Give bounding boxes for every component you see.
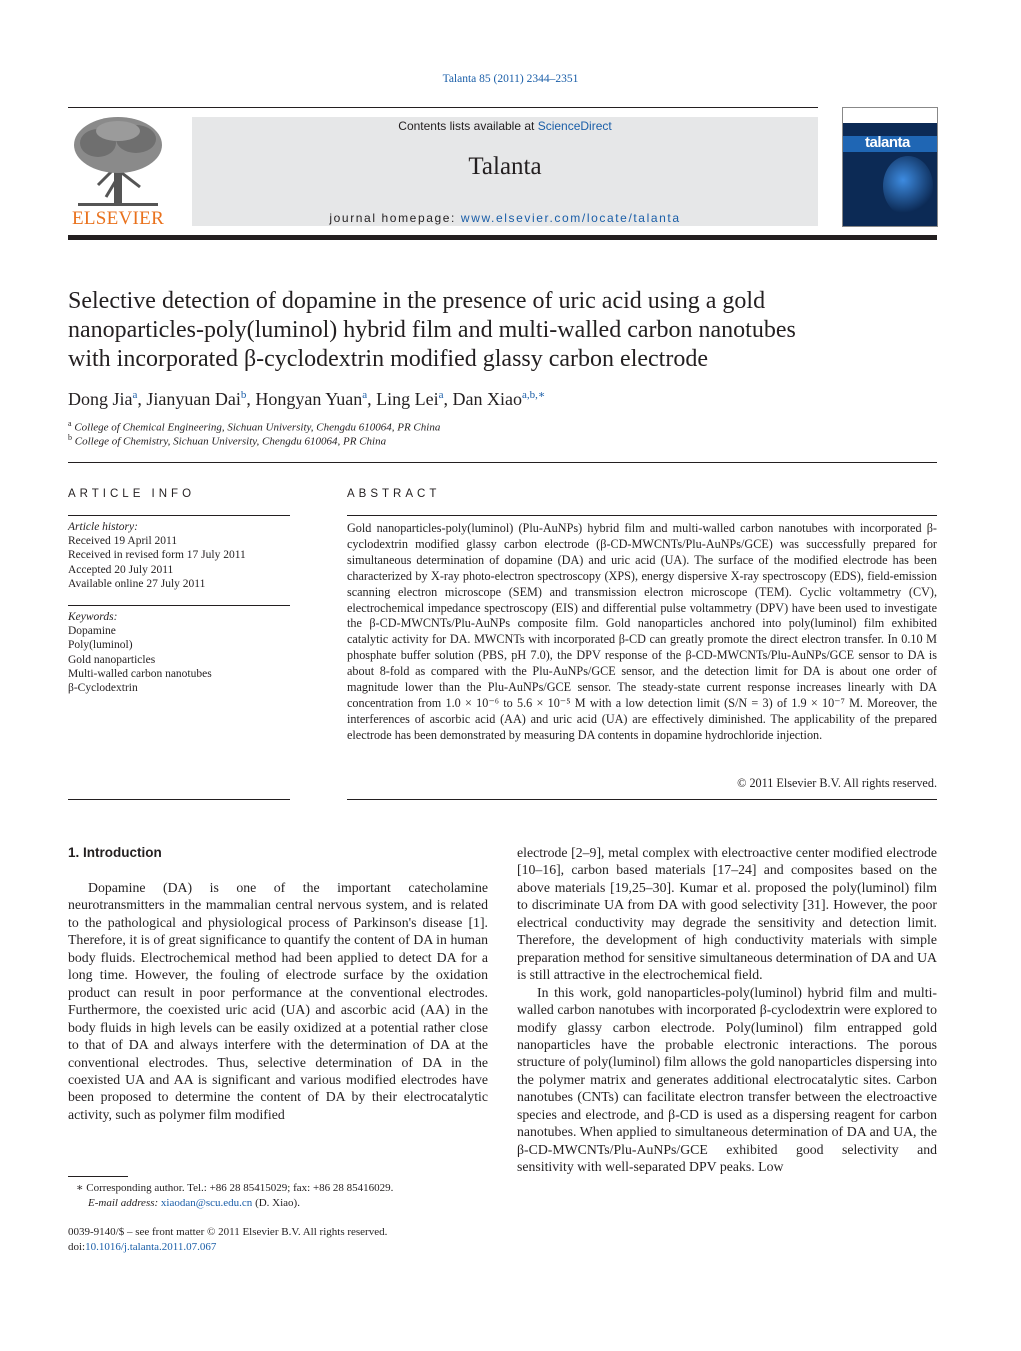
doi-line xyxy=(68,1240,488,1255)
article-info-heading: ARTICLE INFO xyxy=(68,488,196,500)
author-affiliation-mark[interactable]: a xyxy=(438,389,444,401)
author-affiliation-mark[interactable]: a xyxy=(132,389,138,401)
body-paragraph: Dopamine (DA) is one of the important catecholamine neurotransmitters in the mammalian central nervous system, and is related to the pathological and physiological process of Parkinson's disease [1]. Therefore, it is of great significance to quantify the content of DA in human body fluids. Electrochemical method had been applied to detect DA for a long time. However, the fouling of electrode surface by the oxidation product can result in poor performance at the conventional electrodes. Furthermore, the coexisted uric acid (UA) and ascorbic acid (AA) in the body fluids in high levels can be easily oxidized at a potential rather close to that of DA and always interfere with the determination of DA at the conventional electrodes. Thus, selective determination of DA in the coexisted UA and AA is significant and various modified electrodes have been proposed to determine the content of DA by their electrocatalytic activity, such as polymer film modified xyxy=(68,880,488,1122)
body-paragraph: In this work, gold nanoparticles-poly(luminol) hybrid film and multi-walled carbon nanotubes with incorporated β-cyclodextrin were explored to modify glassy carbon electrode. Poly(luminol) film entrapped gold nanoparticles have the probable electronic interactions. The porous structure of poly(luminol) film allows the gold nanoparticles dispersing into the polymer matrix and generates additional electrocatalytic sites. Carbon nanotubes (CNTs) can facilitate electron transfer between the electroactive species and electrode, and β-CD is used as a dispersing reagent for carbon nanotubes. When applied to simultaneous determination of DA and UA, the β-CD-MWCNTs/Plu-AuNPs/GCE exhibited good selectivity and sensitivity with well-separated DPV peaks. Low xyxy=(517,984,937,1175)
article-title xyxy=(68,287,948,374)
author-affiliation-mark[interactable]: a xyxy=(362,389,368,401)
homepage-prefix: journal homepage: xyxy=(329,211,461,225)
elsevier-wordmark: ELSEVIER xyxy=(71,208,165,229)
homepage-line xyxy=(192,211,818,225)
cover-title: talanta xyxy=(865,134,910,151)
email-line xyxy=(68,1196,488,1211)
homepage-link[interactable]: www.elsevier.com/locate/talanta xyxy=(460,211,681,225)
cover-artwork xyxy=(883,156,933,216)
footnote-rule xyxy=(68,1176,128,1177)
divider xyxy=(68,605,290,606)
contents-prefix: Contents lists available at xyxy=(398,119,538,133)
keyword: Multi-walled carbon nanotubes xyxy=(68,667,212,680)
affiliation xyxy=(68,419,668,434)
keyword: Gold nanoparticles xyxy=(68,653,156,666)
title-line: Selective detection of dopamine in the presence of uric acid using a gold xyxy=(68,288,766,314)
title-line: with incorporated β-cyclodextrin modified glassy carbon electrode xyxy=(68,346,708,372)
corresponding-line: ∗ Corresponding author. Tel.: +86 28 85415029; fax: +86 28 85416029. xyxy=(76,1182,394,1194)
affiliation xyxy=(68,433,668,448)
author-name: Dan Xiao xyxy=(452,389,522,409)
history-entry: Received 19 April 2011 xyxy=(68,535,178,548)
journal-name: Talanta xyxy=(468,153,542,180)
header-thick-rule xyxy=(68,235,937,240)
keyword: Dopamine xyxy=(68,625,116,638)
divider xyxy=(347,515,937,516)
affiliation-mark: b xyxy=(68,433,72,442)
body-column-left xyxy=(68,879,488,1123)
header-rule xyxy=(68,107,818,108)
author-list: Dong Jia$^a$, Jianyuan Dai$^b$, Hongyan Yuan$^a$, Ling Lei$^a$, Dan Xiao$^{a,b,∗}$ xyxy=(68,389,546,409)
divider xyxy=(68,515,290,516)
keyword: Poly(luminol) xyxy=(68,639,133,652)
email-suffix: (D. Xiao). xyxy=(252,1196,300,1209)
affiliation-text: College of Chemistry, Sichuan University, Chengdu 610064, PR China xyxy=(74,435,387,448)
keywords-label: Keywords: xyxy=(68,611,118,623)
divider xyxy=(347,799,937,800)
affiliation-text: College of Chemical Engineering, Sichuan University, Chengdu 610064, PR China xyxy=(74,421,441,434)
sciencedirect-link[interactable]: ScienceDirect xyxy=(537,119,612,133)
abstract-copyright: © 2011 Elsevier B.V. All rights reserved. xyxy=(737,776,937,790)
doi-link[interactable]: 10.1016/j.talanta.2011.07.067 xyxy=(85,1240,217,1253)
body-paragraph: electrode [2–9], metal complex with electroactive center modified electrode [10–16], carbon based materials [17–24] and composites based on the above materials [19,25–30]. Kumar et al. proposed the poly(luminol) film to discriminate UA from DA with good selectivity [31]. However, the poor electrical conductivity may degrade the sensitivity and detection limit. Therefore, the development of high conductivity materials with simple preparation method for sensitive simultaneous determination of DA and UA is still attractive in the electrochemical field. xyxy=(517,845,937,983)
author-name: Ling Lei xyxy=(376,389,439,409)
contents-line xyxy=(192,119,818,133)
section-heading: 1. Introduction xyxy=(68,845,162,860)
journal-cover-thumbnail xyxy=(842,107,938,227)
divider xyxy=(68,799,290,800)
divider xyxy=(68,462,937,463)
abstract-text: Gold nanoparticles-poly(luminol) (Plu-AuNPs) hybrid film and multi-walled carbon nanotubes with incorporated β-cyclodextrin modified glassy carbon electrode (β-CD-MWCNTs/Plu-AuNPs/GCE) was successfully prepared for simultaneous determination of dopamine (DA) and uric acid (UA). The surface of the modified electrode has been characterized by X-ray photo-electron spectroscopy (XPS), energy dispersive X-ray spectroscopy (EDS), field-emission scanning electron microscope (SEM) and transmission electron microscope (TEM). Cyclic voltammetry (CV), electrochemical impedance spectroscopy (EIS) and differential pulse voltammetry (DPV) have been used to investigate the β-CD-MWCNTs/Plu-AuNPs composite film. Gold nanoparticles anchored into poly(luminol) film exhibited catalytic activity for DA. MWCNTs with incorporated β-CD can greatly promote the direct electron transfer. In 0.10 M phosphate buffer solution (PBS, pH 7.0), the DPV response of the β-CD-MWCNTs/Plu-AuNPs/GCE sensor to DA is about 8-fold as compared with the Plu-AuNPs/GCE sensor, and the detection limit for DA is about one order of magnitude lower than the Plu-AuNPs/GCE sensor. The steady-state current response increases linearly with DA concentration from 1.0 × 10⁻⁶ to 5.6 × 10⁻⁵ M with a low detection limit (S/N = 3) of 1.9 × 10⁻⁷ M. Moreover, the interferences of ascorbic acid (AA) and uric acid (UA) are effectively diminished. The applicability of the prepared electrode has been demonstrated by measuring DA contents in dopamine hydrochloride injection. xyxy=(347,521,937,742)
history-entry: Accepted 20 July 2011 xyxy=(68,563,174,576)
title-line: nanoparticles-poly(luminol) hybrid film and multi-walled carbon nanotubes xyxy=(68,317,796,343)
email-label: E-mail address: xyxy=(88,1196,161,1209)
author-affiliation-mark[interactable]: b xyxy=(240,389,247,401)
history-entry: Received in revised form 17 July 2011 xyxy=(68,549,246,562)
author-name: Jianyuan Dai xyxy=(146,389,241,409)
corresponding-author-note xyxy=(68,1181,488,1210)
author-affiliation-mark[interactable]: a,b,∗ xyxy=(521,389,546,401)
email-link[interactable]: xiaodan@scu.edu.cn xyxy=(160,1196,253,1209)
history-label: Article history: xyxy=(68,521,138,533)
issn-line: 0039-9140/$ – see front matter © 2011 Elsevier B.V. All rights reserved. xyxy=(68,1226,388,1238)
front-matter-note xyxy=(68,1225,488,1254)
keyword: β-Cyclodextrin xyxy=(68,682,138,695)
author-name: Hongyan Yuan xyxy=(255,389,363,409)
doi-label: doi: xyxy=(68,1240,86,1253)
body-column-right xyxy=(517,844,937,1176)
keywords xyxy=(68,610,290,695)
abstract-heading: ABSTRACT xyxy=(347,488,441,500)
article-history xyxy=(68,520,290,591)
history-entry: Available online 27 July 2011 xyxy=(68,577,206,590)
journal-citation[interactable]: Talanta 85 (2011) 2344–2351 xyxy=(442,73,579,85)
author-name: Dong Jia xyxy=(68,389,133,409)
affiliation-mark: a xyxy=(68,419,72,428)
